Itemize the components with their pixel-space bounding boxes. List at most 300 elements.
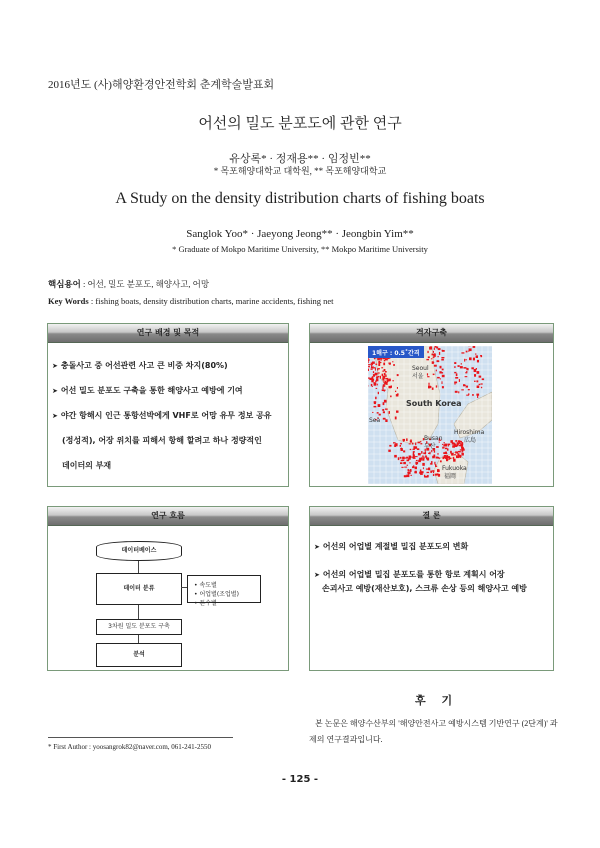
density-point [412,443,414,445]
density-point [415,467,417,470]
density-point [425,476,428,478]
density-point [455,377,458,379]
grid-panel-title: 격자구축 [416,328,447,337]
density-point [417,448,420,450]
density-point [420,443,422,444]
density-point [428,356,430,358]
density-point [466,371,467,374]
density-point [476,380,478,382]
density-point [468,389,470,390]
flow-class-item: • 어업별(조업별) [194,591,239,598]
density-point [371,369,373,370]
flow-class-item: • 톤수별 [194,600,217,607]
density-point [368,364,371,365]
density-point [388,379,391,382]
place-label: 福岡 [444,473,457,480]
density-point [454,362,456,364]
acknowledgement-text: 본 논문은 해양수산부의 '해양안전사고 예방시스템 기반연구 (2단계)' 과제의 연구결과입니다. [309,719,558,744]
density-point [420,470,422,472]
density-point [458,451,461,453]
density-point [400,462,402,464]
density-point [453,459,456,462]
density-point [400,448,403,449]
density-point [378,392,379,394]
keywords-korean-label: 핵심용어 [48,279,81,289]
density-point [442,386,444,388]
density-point [473,346,476,348]
density-point [466,359,467,360]
density-point [372,386,373,387]
density-point [383,411,385,413]
density-point [418,460,421,462]
density-point [462,453,464,456]
density-point [442,444,443,445]
density-point [404,467,407,468]
density-point [433,474,434,476]
density-point [474,374,476,377]
density-point [427,458,429,461]
density-point [472,394,474,396]
place-label: Hiroshima [454,429,485,436]
place-label: Busan [424,435,443,442]
density-point [412,466,414,468]
density-point [423,452,426,454]
place-label: 부산 [424,443,436,450]
keywords-english-text: : fishing boats, density distribution charts, marine accidents, fishing net [88,296,334,306]
density-point [373,374,375,377]
density-point [392,361,393,362]
density-point [458,365,460,367]
density-point [401,467,403,468]
density-point [442,375,445,377]
density-point [476,394,479,396]
density-point [461,447,463,449]
flow-step-database: 데이터베이스 [96,541,182,561]
density-point [422,459,424,461]
density-point [434,353,436,355]
density-point [389,411,391,414]
density-point [385,371,387,373]
density-point [407,460,410,462]
density-point [407,465,408,466]
title-korean: 어선의 밀도 분포도에 관한 연구 [198,116,402,132]
density-point [420,473,423,475]
density-point [468,351,469,352]
density-point [466,395,469,396]
density-point [383,384,385,386]
density-point [373,371,374,373]
density-point [477,360,479,363]
density-point [476,355,478,358]
density-point [455,440,457,442]
density-point [404,458,407,459]
density-point [398,457,400,460]
density-point [436,370,437,372]
background-item [52,410,272,421]
density-point [448,456,451,458]
density-point [413,451,415,452]
density-point [481,387,482,388]
density-point [406,438,408,441]
density-point [473,359,474,361]
density-point [477,386,480,389]
conclusion-item [314,569,505,580]
flow-arrow [138,605,139,619]
density-point [372,362,375,364]
density-point [436,446,439,448]
background-item [52,360,228,371]
flow-arrow [138,561,139,573]
density-point [377,369,378,371]
keywords-korean [48,278,209,290]
density-point [376,376,378,379]
density-point [415,471,417,474]
density-point [383,402,385,405]
place-label: Fukuoka [442,465,467,472]
density-point [383,390,386,391]
density-point [401,449,403,451]
density-point [422,463,425,466]
density-point [368,366,370,367]
footnote-divider [48,737,233,738]
conclusion-item-continued: 손괴사고 예방(재산보호), 스크류 손상 등의 해양사고 예방 [322,584,527,593]
density-point [460,455,461,457]
density-point [452,442,454,445]
density-point [381,367,383,368]
flow-step-build: 3차원 밀도 분포도 구축 [96,619,182,635]
conclusion-item-text: 어선의 어업별 계절별 밀집 분포도의 변화 [322,542,469,551]
density-point [466,351,468,353]
density-point [379,362,382,363]
density-point [416,460,418,461]
density-point [466,368,467,370]
density-point [438,470,439,472]
density-point [441,372,444,373]
conclusion-item-text: 어선의 어업별 밀집 분포도를 통한 항로 계획시 어장 [322,570,505,579]
density-point [440,366,442,369]
density-point [433,351,434,353]
density-point [368,359,369,361]
density-point [437,377,440,379]
density-point [382,371,384,372]
arrow-bullet-icon: ➤ [314,571,320,579]
density-point [413,446,415,449]
authors-english: Sanglok Yoo* · Jaeyong Jeong** · Jeongbin Yim** [186,228,414,240]
density-point [435,466,437,467]
flow-panel-title: 연구 흐름 [151,511,185,520]
density-point [432,354,434,356]
density-point [432,388,434,390]
flow-class-item: • 속도별 [194,582,217,589]
density-point [408,472,410,475]
density-point [432,456,435,459]
density-point [430,346,432,349]
conclusion-panel [309,506,554,671]
density-point [434,348,435,350]
grid-panel [309,323,554,487]
density-point [418,442,421,444]
flow-step-classify: 데이터 분류 [96,573,182,605]
background-item-continued: (정성적), 어장 위치를 피해서 항해 할려고 하나 정량적인 [62,436,262,445]
density-point [444,442,445,443]
footnote: * First Author : yoosangrok82@naver.com, 061-241-2550 [48,743,211,751]
density-point [471,367,474,369]
density-point [368,378,370,379]
density-point [455,391,458,393]
density-point [388,363,390,364]
density-point [481,383,483,384]
density-point [440,460,442,462]
density-point [464,367,467,369]
place-label: 서울 [412,373,424,380]
density-point [372,412,373,413]
density-point [375,381,377,382]
density-point [441,357,444,358]
density-point [408,470,409,471]
density-point [460,443,461,444]
conference-name: 2016년도 (사)해양환경안전학회 춘계학술발표회 [48,79,275,91]
density-point [374,406,377,408]
density-point [442,381,443,384]
density-point [474,381,476,382]
page-number: - 125 - [281,774,319,785]
density-point [380,358,383,360]
density-point [395,417,397,420]
density-point [400,457,402,459]
density-point [482,378,484,380]
density-point [397,387,398,389]
density-point [427,376,429,377]
density-point [433,472,434,474]
density-point [388,450,391,452]
density-point [451,453,454,456]
arrow-bullet-icon: ➤ [52,387,58,395]
density-point [423,467,424,469]
density-point [479,384,481,385]
density-point [431,461,432,463]
density-point [455,451,458,453]
density-point [442,447,443,449]
density-point [382,386,383,389]
affiliation-korean: * 목포해양대학교 대학원, ** 목포해양대학교 [213,166,387,176]
place-label: South Korea [406,399,462,408]
arrow-bullet-icon: ➤ [314,543,320,551]
density-point [475,353,476,355]
density-point [428,453,430,454]
density-point [411,470,412,471]
density-point [462,450,464,451]
density-point [385,378,388,380]
density-point [420,471,422,473]
density-point [403,462,406,464]
density-point [378,372,380,373]
density-point [413,457,415,458]
place-label: 広島 [464,437,477,444]
density-point [377,358,380,361]
density-point [448,458,449,460]
density-point [431,358,433,359]
density-point [408,458,411,460]
density-point [418,453,421,455]
density-point [390,396,392,398]
background-item-text: 충돌사고 중 어선관련 사고 큰 비중 차지(80%) [60,361,228,370]
density-point [410,449,412,450]
density-point [454,443,456,445]
density-point [413,465,414,466]
density-point [433,374,435,376]
density-point [432,362,434,363]
grid-panel-header [310,324,553,343]
flow-arrow [138,635,139,643]
density-point [458,391,459,393]
density-point [407,475,410,478]
density-point [432,470,434,472]
flow-step-analysis: 분석 [96,643,182,667]
density-point [415,456,418,457]
density-point [383,418,386,420]
arrow-bullet-icon: ➤ [52,362,58,370]
density-grid-map [368,346,492,484]
density-point [420,441,421,442]
density-point [427,351,428,353]
density-point [383,363,385,366]
density-point [371,365,372,367]
density-point [373,366,374,368]
density-point [397,393,399,395]
density-point [396,411,399,413]
background-item [52,385,243,396]
density-point [461,363,462,364]
background-panel-header [48,324,288,343]
density-point [403,450,405,452]
density-point [474,369,477,372]
title-english: A Study on the density distribution charts of fishing boats [115,190,485,207]
flow-panel [47,506,289,671]
density-point [436,385,437,387]
density-point [454,372,456,373]
authors-korean: 유상록* · 정재용** · 임정빈** [229,153,371,165]
density-point [431,450,432,452]
density-point [439,352,440,355]
density-point [382,374,383,377]
density-point [444,455,447,456]
density-point [480,355,482,356]
density-point [428,383,429,385]
density-point [377,412,379,414]
acknowledgement-title: 후 기 [415,694,459,707]
density-point [465,385,466,386]
density-point [458,440,461,442]
density-point [434,365,437,367]
density-point [464,359,465,362]
density-point [438,348,440,350]
flow-panel-header [48,507,288,526]
density-point [397,374,399,376]
density-point [375,364,377,365]
density-point [427,472,430,473]
density-point [411,475,412,476]
density-point [395,443,397,444]
density-point [409,443,411,444]
density-point [426,359,429,360]
density-point [393,380,394,381]
density-point [375,397,377,400]
density-point [415,462,418,464]
density-point [454,383,455,384]
density-point [437,360,439,362]
density-point [409,472,410,474]
density-point [459,379,460,382]
density-point [375,368,376,371]
density-point [374,401,376,404]
density-point [454,454,456,455]
conclusion-item [314,541,468,552]
density-point [438,474,440,477]
density-point [385,358,388,360]
density-point [437,356,439,357]
conclusion-panel-title: 결 론 [422,511,441,520]
density-point [444,444,445,446]
density-point [389,445,391,447]
background-panel [47,323,289,487]
density-point [434,462,435,465]
density-point [443,452,446,454]
density-point [456,456,457,458]
density-point [426,469,429,470]
density-point [378,363,380,366]
density-point [435,474,437,476]
density-point [446,453,448,454]
density-point [404,475,407,477]
keywords-english-label: Key Words [48,296,89,306]
density-point [368,369,369,371]
density-point [436,457,438,459]
place-label: Sea [369,417,381,424]
arrow-bullet-icon: ➤ [52,412,58,420]
conclusion-panel-header [310,507,553,526]
density-point [436,347,438,349]
density-point [434,450,435,453]
density-point [376,388,378,389]
density-point [383,376,385,378]
density-point [394,455,397,458]
density-point [445,457,447,459]
density-point [469,357,472,360]
density-point [372,379,374,381]
density-point [437,453,438,455]
density-point [430,471,432,473]
density-point [457,444,459,445]
place-label: Seoul [412,365,429,372]
density-point [437,457,439,459]
density-point [456,373,458,376]
density-point [458,455,459,457]
density-point [447,448,449,450]
density-point [461,352,464,353]
background-item-text: 야간 항해시 인근 통항선박에게 VHF로 어망 유무 정보 공유 [60,411,272,420]
flow-classes-box [187,575,261,607]
density-point [379,414,381,416]
density-point [400,443,402,445]
density-point [448,444,451,446]
density-point [409,462,410,463]
density-point [380,376,381,379]
density-point [385,382,387,383]
background-item-text: 어선 밀도 분포도 구축을 통한 해양사고 예방에 기여 [60,386,243,395]
background-item-continued: 데이터의 부재 [62,461,112,470]
density-point [442,369,444,371]
density-point [479,376,482,378]
